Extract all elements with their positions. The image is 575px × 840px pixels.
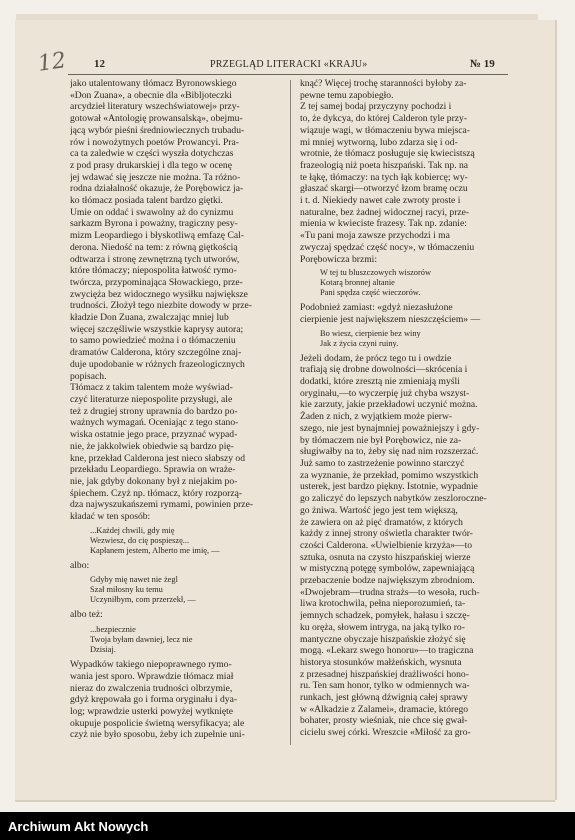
text-line: cierpienie jest największem nieszczęściem» — xyxy=(300,313,481,325)
text-line: Wypadków takiego niepoprawnego rymo- xyxy=(70,659,232,671)
text-line: «Don Zuana», a obecnie dla «Bibljoteczki xyxy=(70,89,232,101)
text-line: przekładu Leopardiego. Sprawia on wraże- xyxy=(70,464,236,476)
text-line: kładać w ten sposób: xyxy=(70,511,151,523)
text-line: go zaliczyć do lepszych nabytków zeszloroczne- xyxy=(300,493,487,505)
text-line: Jeżeli dodam, że prócz tego tu i owdzie xyxy=(300,352,452,364)
right-column-tail xyxy=(300,353,518,739)
column-divider xyxy=(290,80,291,745)
text-line: liwa krotochwila, pełna nieporozumień, ta- xyxy=(300,598,466,610)
text-line: trafiają się drobne dowolności—skrócenia i xyxy=(300,364,468,376)
text-line: to samo powiedzieć można i o tłómaczeniu xyxy=(70,335,236,347)
header-rule xyxy=(68,74,508,75)
verse-quote: W tej tu bluszczowych wiszorów Kotarą bronnej altanie Pani spędza część wieczorów. xyxy=(320,268,432,298)
text-line: sługiwałby na to, żeby się nad nim rozszerzać. xyxy=(300,446,479,458)
text-line: mantyczne obyczaje hiszpańskie złożyć się xyxy=(300,633,466,645)
text-line: w «Alkadzie z Zalamei», dramacie, którego xyxy=(300,703,469,715)
right-column-text xyxy=(300,78,518,265)
text-line: mienia w kwieciste frazesy. Tak np. zdanie: xyxy=(300,218,467,230)
text-line: jącą wybór pieśni średniowiecznych trubadu- xyxy=(70,124,245,136)
text-line: szego, nie jest bynajmniej poważniejszy i gdy- xyxy=(300,422,480,434)
text-line: to, że dykcya, do której Calderon tyle przy- xyxy=(300,113,468,125)
text-line: go żniwa. Wartość jego jest tem większą, xyxy=(300,504,458,516)
text-line: mizm Leopardiego i błyskotliwą emfazę Cal- xyxy=(70,230,244,242)
verse-cue: albo też: xyxy=(70,609,103,621)
text-line: «Dwojebram—trudna strażs—to wesoła, ruch- xyxy=(300,586,480,598)
text-line: przebaczenie bodze największym zbrodniom. xyxy=(300,575,475,587)
text-line: trudności. Złożył tego niezbite dowody w prze- xyxy=(70,300,252,312)
text-line: czości Calderona. «Uwielbienie krzyża»—to xyxy=(300,539,473,551)
text-line: mi mniej wytworną, lubo zdarza się i od- xyxy=(300,136,458,148)
verse-quote: ...Każdej chwili, gdy mię Wezwiesz, do cię pospieszę... Kapłanem jestem, Alberto me imię, — xyxy=(90,525,220,555)
text-line: nieraz do zwalczenia trudności olbrzymie, xyxy=(70,682,233,694)
text-line: «Tu pani moja zawsze przychodzi i ma xyxy=(300,230,450,242)
verse-quote: ...bezpiecznie Twoja byłam dawniej, lecz nie Dzisiaj. xyxy=(90,625,193,655)
text-line: wiska ostatnie jego prace, przyznać wypad- xyxy=(70,429,238,441)
text-line: sarkazm Byrona i poważny, tragiczny pesy- xyxy=(70,218,238,230)
text-line: Tłómacz z takim talentem może wyświad- xyxy=(70,382,233,394)
text-line: duje upodobanie w różnych frazeologicznych xyxy=(70,358,245,370)
text-line: ko tłómacz posiada talent bardzo giętki. xyxy=(70,195,223,207)
text-line: jemnych schadzek, pomyłek, hałasu i szczę- xyxy=(300,610,470,622)
text-line: rów i nowożytnych poetów Prowancyi. Pra- xyxy=(70,136,239,148)
left-column xyxy=(70,78,288,741)
text-line: Podobnież zamiast: «gdyż niezasłużone xyxy=(300,302,453,314)
text-line: za wyznanie, że przekład, pomimo wszystkich xyxy=(300,469,479,481)
text-line: wania jest sporo. Wprawdzie tłómacz miał xyxy=(70,670,234,682)
text-line: okupuje pospolicie świetną wersyfikacya; ale xyxy=(70,717,245,729)
left-column-tail xyxy=(70,659,288,741)
verse-quote: Bo wiesz, cierpienie bez winy Jak z życia czyni ruiny. xyxy=(320,328,421,348)
archive-name: Archiwum Akt Nowych xyxy=(8,819,149,834)
text-line: dza najwyszukańszemi rymami, powinien prze- xyxy=(70,499,254,511)
text-line: Z tej samej bodaj przyczyny pochodzi i xyxy=(300,101,452,113)
handwritten-page-number: 12 xyxy=(36,48,68,77)
text-line: historya stosunków małżeńskich, wysnuta xyxy=(300,656,462,668)
text-line: odtwarza i stronę zewnętrzną tych utworów, xyxy=(70,253,240,265)
running-title: PRZEGLĄD LITERACKI «KRAJU» xyxy=(210,59,368,70)
right-column xyxy=(300,78,518,739)
text-line: arcydzieł literatury wszechświatowej» przy- xyxy=(70,101,240,113)
text-line: Już samo to zastrzeżenie powinno starczyć xyxy=(300,457,465,469)
archive-footer xyxy=(0,812,575,840)
text-line: oryginału,—to wyczerpię już chyba wszyst- xyxy=(300,387,470,399)
text-line: gdyż krępowała go i forma oryginału i dya- xyxy=(70,694,238,706)
text-line: knąć? Więcej trochę staranności byłoby za- xyxy=(300,78,467,89)
right-column-mid xyxy=(300,302,518,325)
text-line: nie, że jakkolwiek obiedwie są bardzo pię- xyxy=(70,440,234,452)
text-line: Umie on oddać i swawolny aż do cynizmu xyxy=(70,206,234,218)
text-line: zwycięża bez widocznego wysiłku największe xyxy=(70,288,248,300)
text-line: kie zarzuty, jakie przekładowi uczynić można. xyxy=(300,399,478,411)
text-line: śpiechem. Czyż np. tłómacz, który rozporzą- xyxy=(70,487,243,499)
issue-number: № 19 xyxy=(470,58,495,70)
text-line: z pod prasy drukarskiej i dla tego w ocenę xyxy=(70,159,232,171)
text-line: dramatów Calderona, który szczególne znaj- xyxy=(70,347,242,359)
text-line: każdy z innej strony oświetla charakter twór- xyxy=(300,528,473,540)
text-line: by tłómaczem nie był Porębowicz, nie za- xyxy=(300,434,462,446)
text-line: log; wprawdzie usterki powyżej wytknięte xyxy=(70,705,234,717)
verse-quote: Gdyby mię nawet nie żegl Szał miłosny ku temu Uczyniłbym, com przerzekł, — xyxy=(90,575,196,605)
text-line: jako utalentowany tłómacz Byronowskiego xyxy=(70,78,237,89)
text-line: mogą. «Lekarz swego honoru»—to tragiczna xyxy=(300,645,474,657)
text-line: jej wdawać się jeszcze nie można. Ta różno- xyxy=(70,171,241,183)
text-line: te łąkę, tłómaczy: na tych łąk kobiercę; wy- xyxy=(300,171,468,183)
verse-cue: albo: xyxy=(70,559,90,571)
text-line: ru. Ten sam honor, tylko w odmiennych wa- xyxy=(300,680,470,692)
text-line: dodatki, które zresztą nie zmieniają myśli xyxy=(300,376,460,388)
text-line: w mistyczną potęgę symbolów, zapewniającą xyxy=(300,563,475,575)
text-line: czyć literaturze niepospolite przysługi, ale xyxy=(70,393,233,405)
text-line: że zawiera on aż pięć dramatów, z których xyxy=(300,516,463,528)
text-line: frazeologią niż poeta hiszpański. Tak np. na xyxy=(300,159,469,171)
text-line: ważnych wymagań. Oceniając z tego stano- xyxy=(70,417,239,429)
page-number: 12 xyxy=(94,58,105,70)
text-line: ku oręża, słowem intryga, na jaką tylko ro- xyxy=(300,621,465,633)
text-line: kładzie Don Zuana, zwalczając mniej lub xyxy=(70,312,229,324)
text-line: które tłómaczy; niepospolita łatwość rymo- xyxy=(70,265,237,277)
text-line: bohater, prosty wieśniak, nie chce się gwał- xyxy=(300,715,468,727)
text-line: runkach, jest główną dźwignią całej sprawy xyxy=(300,692,468,704)
text-line: z przesadnej hiszpańskiej drażliwości hono- xyxy=(300,668,469,680)
text-line: nie, jak gdyby dokonany był z niejakim po- xyxy=(70,475,238,487)
text-line: i t. d. Niekiedy nawet całe zwroty proste i xyxy=(300,195,461,207)
text-line: rodna działalność okazuje, że Porębowicz ja- xyxy=(70,183,244,195)
text-line: wrotnie, że tłómacz posługuje się kwiecistszą xyxy=(300,148,475,160)
text-line: pewne temu zapobiegło. xyxy=(300,89,394,101)
text-line: naturalne, bez żadnej widocznej racyi, prze- xyxy=(300,206,470,218)
text-line: wiązuje wagi, w tłómaczeniu bywa miejsca- xyxy=(300,124,470,136)
text-line: popisach. xyxy=(70,370,107,382)
text-line: sztuka, osnuta na czysto hiszpańskiej wierze xyxy=(300,551,471,563)
text-line: gotował «Antologię prowansalską», obejmu- xyxy=(70,113,243,125)
text-line: cicielu swej córki. Wreszcie «Miłość za gro- xyxy=(300,727,471,739)
text-line: więcej szczęśliwie wszystkie kaprysy autora; xyxy=(70,323,244,335)
text-line: kne, przekład Calderona jest nieco słabszy od xyxy=(70,452,246,464)
text-line: usterek, jest bardzo piękny. Istotnie, wypadnie xyxy=(300,481,478,493)
text-line: głaszać skargi—otworzyć łzom bramę oczu xyxy=(300,183,468,195)
text-line: Żaden z nich, z wyjątkiem może pierw- xyxy=(300,411,453,423)
text-line: twórcza, przypominająca Słowackiego, prze- xyxy=(70,276,243,288)
left-column-text xyxy=(70,78,288,523)
text-line: czyż nie było sposobu, żeby ich zupełnie uni- xyxy=(70,729,245,741)
text-line: Porębowicza brzmi: xyxy=(300,253,377,265)
text-line: też z drugiej strony uprawnia do bardzo po- xyxy=(70,405,238,417)
text-line: derona. Niedość na tem: z równą giętkością xyxy=(70,241,238,253)
text-line: ca ta zaledwie w części wyszła dotychczas xyxy=(70,148,234,160)
text-line: zwyczaj spędzać część nocy», w tłómaczeniu xyxy=(300,241,475,253)
